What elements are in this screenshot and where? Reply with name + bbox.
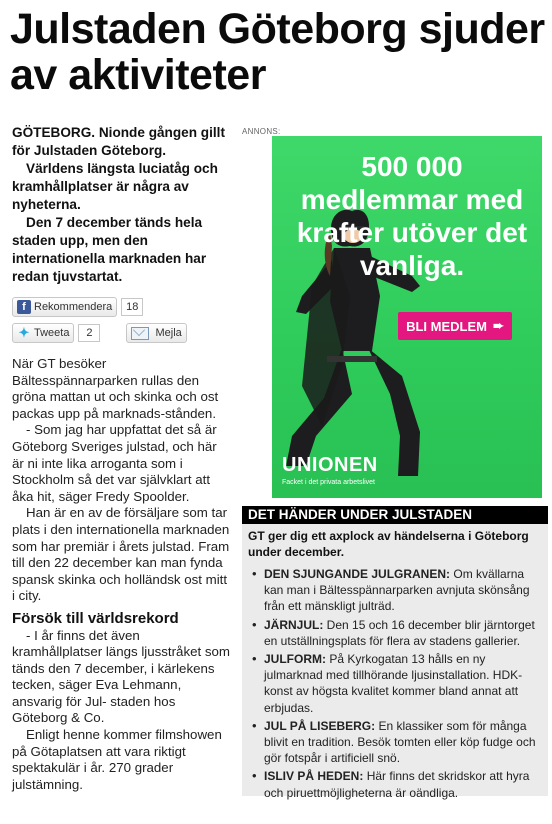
- list-item: [252, 617, 542, 649]
- article-headline: Julstaden Göteborg sjuder av aktiviteter: [10, 5, 545, 99]
- list-item: [252, 651, 542, 716]
- body-paragraph: Han är en av de försäljare som tar plats i den internationella marknaden som har premiär i årets julstad. Fram till den 22 december kan man fynda spansk skinka och holländsk ost mitt i city.: [12, 505, 230, 604]
- arrow-right-icon: ➨: [492, 318, 504, 333]
- envelope-icon: [131, 327, 149, 340]
- events-list: [242, 566, 548, 801]
- lead-paragraph: Den 7 december tänds hela staden upp, men den internationella marknaden har redan tjuvstartat.: [12, 215, 207, 284]
- ad-label: ANNONS:: [242, 127, 281, 136]
- mail-label: Mejla: [155, 327, 182, 339]
- tweet-label: Tweeta: [34, 327, 70, 339]
- body-paragraph: Enligt henne kommer filmshowen på Götaplatsen att vara riktigt spektakulär i år. 270 grader julstämning.: [12, 727, 222, 792]
- factbox-intro: GT ger dig ett axplock av händelserna i Göteborg under december.: [248, 529, 529, 559]
- event-keyword: JÄRNJUL:: [264, 617, 324, 632]
- body-paragraph: - Som jag har uppfattat det så är Göteborg Sveriges julstad, och här är ni inte lika arroganta som i Stockholm så det var självklart att åka hit, säger Fredy Spoolder.: [12, 422, 217, 504]
- list-item: [252, 768, 542, 800]
- article-column: [12, 124, 230, 793]
- event-text: På Kyrkogatan 13 hålls en ny julmarknad med tillhörande ljusinstallation. HDK-konst av högsta kvalitet kommer bland annat att erbjudas.: [264, 652, 523, 715]
- event-text: Om kvällarna kan man i Bältesspännarparken avnjuta skönsång från ett mänskligt julträd.: [264, 567, 530, 614]
- join-button-label: BLI MEDLEM: [406, 318, 487, 334]
- facebook-recommend-button[interactable]: [12, 297, 117, 317]
- unionen-advertisement[interactable]: [272, 136, 542, 498]
- article-body: [12, 356, 230, 793]
- lead-paragraph: GÖTEBORG. Nionde gången gillt för Julstaden Göteborg.: [12, 125, 225, 158]
- factbox-title: DET HÄNDER UNDER JULSTADEN: [242, 506, 548, 524]
- article-lead: [12, 124, 230, 286]
- unionen-tagline: Facket i det privata arbetslivet: [282, 479, 375, 486]
- unionen-logo: UNIONEN: [282, 454, 378, 476]
- body-paragraph: - I år finns det även kramhållplatser längs ljusstråket som tänds den 7 december, i kärlekens tecken, säger Eva Lehmann, ansvarig för Jul- staden hos Göteborg & Co.: [12, 627, 231, 726]
- tweet-button[interactable]: [12, 323, 74, 343]
- event-text: Den 15 och 16 december blir järntorget en utställningsplats för flera av stadens gallerier.: [264, 617, 535, 648]
- article-subhead: Försök till världsrekord: [12, 609, 179, 627]
- event-keyword: DEN SJUNGANDE JULGRANEN:: [264, 567, 451, 581]
- ad-headline: 500 000 medlemmar med krafter utöver det vanliga.: [296, 151, 528, 281]
- list-item: [252, 566, 542, 615]
- join-button[interactable]: [398, 312, 512, 340]
- tweet-count: 2: [78, 324, 100, 342]
- facebook-recommend-label: Rekommendera: [34, 301, 113, 313]
- lead-paragraph: Världens längsta luciatåg och kramhållplatser är några av nyheterna.: [12, 161, 218, 212]
- body-paragraph: När GT besöker Bältesspännarparken rullas den gröna mattan ut och skinka och ost packas upp på marknads-stånden.: [12, 356, 219, 421]
- event-text: En klassiker som för många blivit en tradition. Besök tomten eller köp fudge och gör fotspår i artificiell snö.: [264, 718, 536, 766]
- facebook-icon: f: [17, 300, 31, 314]
- event-keyword: JULFORM:: [264, 652, 326, 667]
- event-keyword: ISLIV PÅ HEDEN:: [264, 769, 364, 784]
- twitter-bird-icon: ✦: [18, 325, 30, 340]
- events-factbox: [242, 506, 548, 800]
- event-keyword: JUL PÅ LISEBERG:: [264, 718, 376, 733]
- facebook-share-row: [12, 296, 230, 318]
- facebook-count: 18: [121, 298, 143, 316]
- mail-button[interactable]: [126, 323, 186, 343]
- share-row: [12, 322, 230, 344]
- event-text: Här finns det skridskor att hyra och piruettmöjligheterna är oändliga.: [264, 769, 530, 800]
- list-item: [252, 718, 542, 767]
